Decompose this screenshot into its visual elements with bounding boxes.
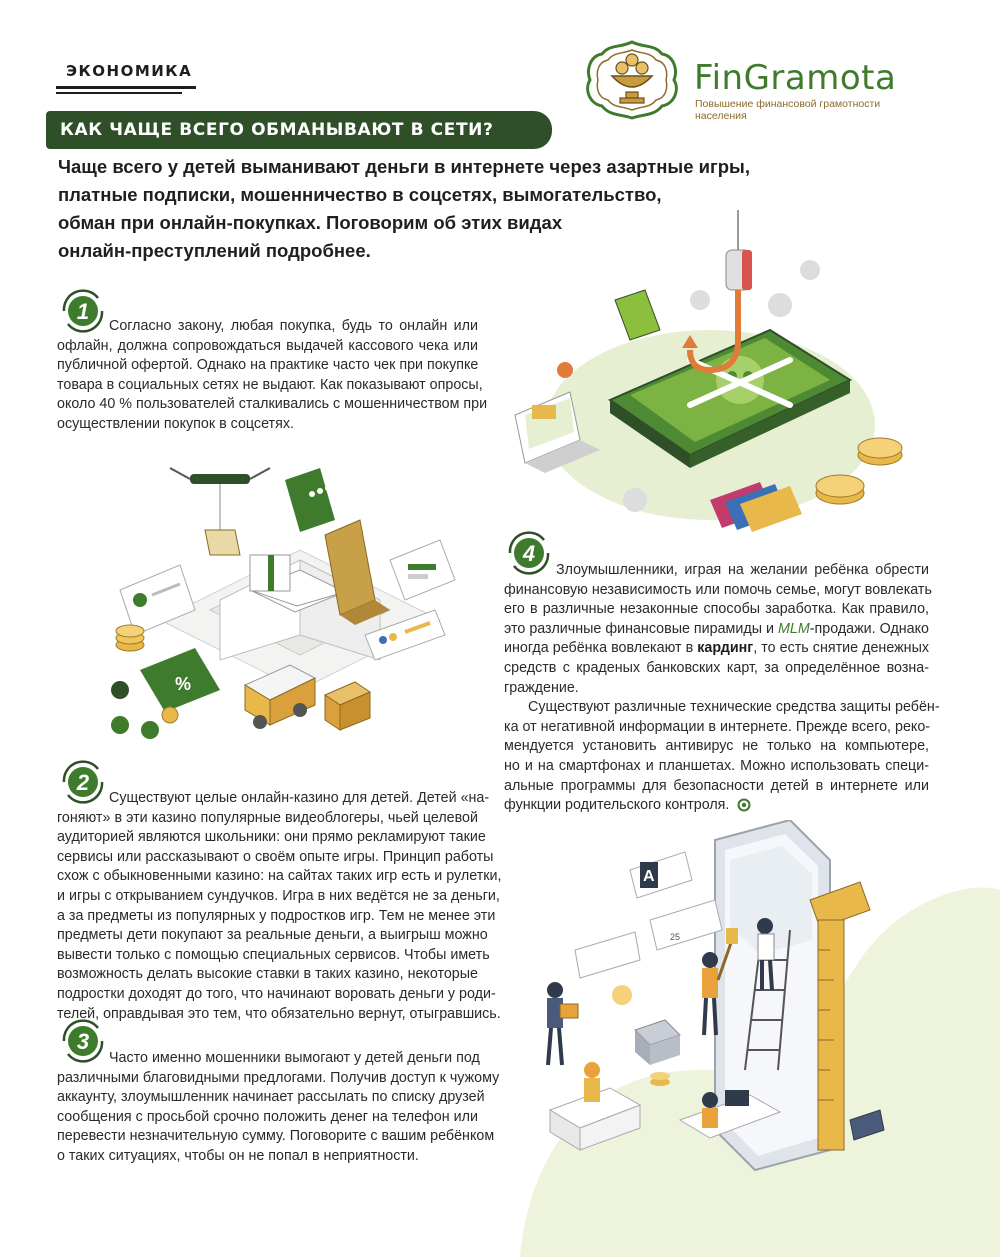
section-2-text bbox=[57, 789, 502, 1024]
team-phone-illustration bbox=[500, 820, 1000, 1257]
text-line: товара в социальных сетях не выдают. Как показывают опросы, bbox=[57, 376, 483, 393]
article-title: КАК ЧАЩЕ ВСЕГО ОБМАНЫВАЮТ В СЕТИ? bbox=[60, 120, 494, 140]
text-line: финансовую независимость или помочь семье, могут вовлекать bbox=[504, 581, 932, 598]
letter-a: A bbox=[643, 868, 655, 885]
text-line: мендуется установить антивирус не только на компьютере, bbox=[504, 738, 929, 755]
svg-text:2: 2 bbox=[76, 770, 90, 795]
text-line: и игры с открыванием сундучков. Игра в них ведётся не за деньги, bbox=[57, 887, 500, 904]
percent-sign: % bbox=[175, 674, 192, 694]
text-line: это различные финансовые пирамиды и MLM-продажи. Однако bbox=[504, 620, 929, 637]
svg-text:1: 1 bbox=[76, 299, 90, 324]
brand-name: FinGramota bbox=[694, 58, 897, 98]
section-rule bbox=[56, 86, 196, 89]
text-line: схож с обыкновенными казино: на сайтах таких игр есть и рулетки, bbox=[57, 868, 502, 885]
lead-line-1: Чаще всего у детей выманивают деньги в интернете через азартные игры, bbox=[58, 156, 750, 177]
badge-number: 25 bbox=[670, 932, 681, 942]
text-line: различными благовидными предлогами. Получив доступ к чужому bbox=[57, 1069, 500, 1086]
text-line: его в различные незаконные способы заработка. Как правило, bbox=[504, 601, 929, 618]
text-line: сообщения с просьбой срочно положить денег на телефон или bbox=[57, 1108, 478, 1125]
section-label: ЭКОНОМИКА bbox=[66, 62, 193, 80]
text-line: гоняют» в эти казино популярные видеоблогеры, чьей целевой bbox=[57, 809, 478, 826]
text-line: аккаунту, злоумышленник начинает рассылать по списку друзей bbox=[57, 1089, 485, 1106]
brand-tagline: Повышение финансовой грамотности населения bbox=[695, 98, 881, 122]
text-line: функции родительского контроля. bbox=[504, 796, 929, 816]
text-line: около 40 % пользователей сталкивались с мошенничеством при bbox=[57, 396, 488, 413]
lead-line-4: онлайн-преступлений подробнее. bbox=[58, 240, 371, 261]
phishing-phone-illustration bbox=[510, 210, 930, 540]
svg-text:3: 3 bbox=[76, 1029, 90, 1054]
text-line: Существуют целые онлайн-казино для детей. Детей «на- bbox=[109, 790, 490, 806]
text-line: публичной офертой. Однако на практике часто чек при покупке bbox=[57, 357, 479, 374]
text-line: вывести только с помощью специальных сервисов. Чтобы иметь bbox=[57, 946, 490, 963]
lead-line-3: обман при онлайн-покупках. Поговорим об этих видах bbox=[58, 212, 563, 233]
emblem-icon bbox=[582, 40, 682, 120]
section-4-text bbox=[504, 561, 940, 816]
section-3-text bbox=[57, 1049, 500, 1167]
text-line: офлайн, должна сопровождаться выдачей кассового чека или bbox=[57, 337, 478, 354]
text-line: о таких ситуациях, чтобы он не попал в неприятности. bbox=[57, 1147, 419, 1164]
text-line: Существуют различные технические средства защиты ребён- bbox=[528, 699, 940, 716]
text-line: средств с краденых банковских карт, за определённое возна- bbox=[504, 659, 929, 676]
section-1-text bbox=[57, 317, 488, 435]
text-line: подростки доходят до того, что начинают воровать деньги у роди- bbox=[57, 985, 496, 1002]
text-line: возможность делать высокие ставки в таких казино, некоторые bbox=[57, 966, 478, 983]
text-line: граждение. bbox=[504, 679, 579, 696]
online-shop-illustration bbox=[100, 460, 490, 750]
text-line: аудиторией являются школьники: они прямо рекламируют такие bbox=[57, 829, 486, 846]
text-line: перевести незначительную сумму. Поговорите с вашим ребёнком bbox=[57, 1128, 495, 1145]
text-line: телей, оправдывая это тем, что обязательно вернут, отыгравшись. bbox=[57, 1005, 501, 1022]
text-line: осуществлении покупок в соцсетях. bbox=[57, 415, 294, 432]
text-line: ка от негативной информации в интернете. Прежде всего, реко- bbox=[504, 718, 931, 735]
text-line: альные программы для безопасности детей в интернете или bbox=[504, 777, 929, 794]
section-tag bbox=[56, 62, 196, 94]
text-line: а за предметы из популярных у подростков игр. Тем не менее эти bbox=[57, 907, 496, 924]
text-line: Часто именно мошенники вымогают у детей деньги под bbox=[109, 1050, 480, 1066]
fingramota-logo bbox=[582, 40, 932, 120]
text-line: иногда ребёнка вовлекают в кардинг, то есть снятие денежных bbox=[504, 640, 930, 657]
text-line: сервисы или рассказывают о своём опыте игры. Принцип работы bbox=[57, 848, 494, 865]
section-rule-thin bbox=[56, 92, 182, 94]
text-line: Злоумышленники, играя на желании ребёнка обрести bbox=[556, 562, 929, 578]
text-line: Согласно закону, любая покупка, будь то онлайн или bbox=[109, 318, 478, 334]
text-line: предметы дети покупают за реальные деньги, а выигрыш можно bbox=[57, 927, 488, 944]
end-mark-icon bbox=[737, 798, 751, 812]
svg-text:4: 4 bbox=[522, 541, 536, 566]
lead-line-2: платные подписки, мошенничество в соцсетях, вымогательство, bbox=[58, 184, 662, 205]
text-line: но и на смартфонах и планшетах. Можно использовать специ- bbox=[504, 757, 929, 774]
article-title-bar bbox=[46, 111, 552, 149]
